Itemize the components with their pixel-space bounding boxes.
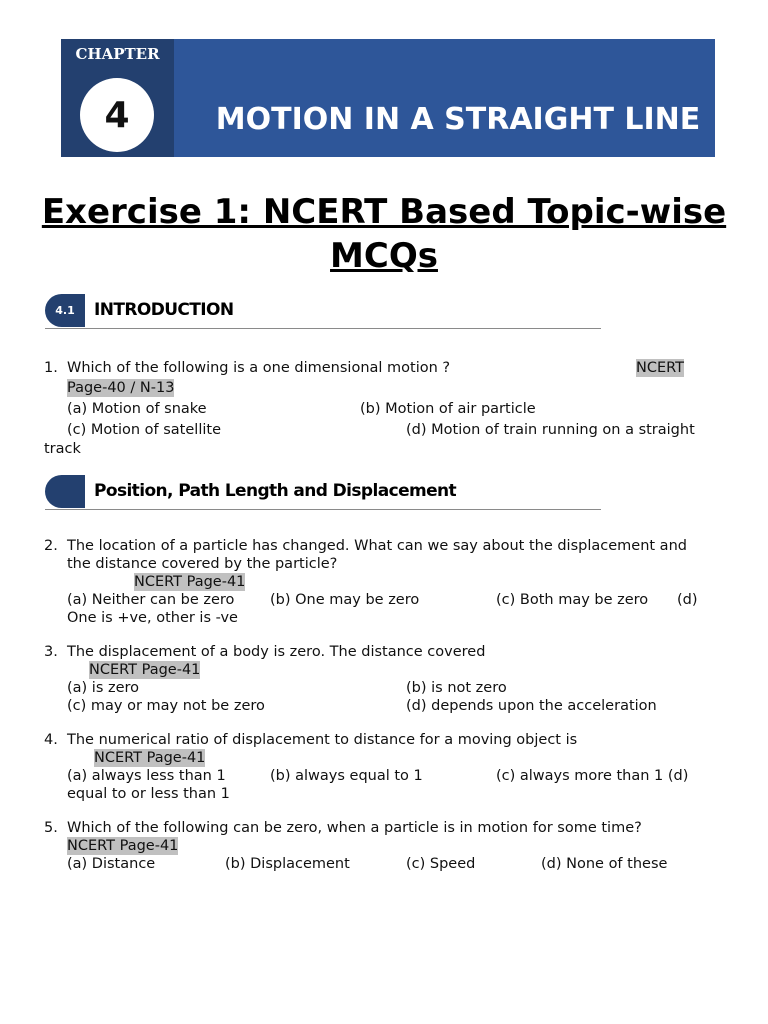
question-number: 2. xyxy=(44,538,58,554)
option-a: (a) Neither can be zero xyxy=(67,592,235,608)
question-number: 5. xyxy=(44,820,58,836)
section-title: Position, Path Length and Displacement xyxy=(94,481,457,501)
option-wrap-text: track xyxy=(44,441,81,457)
option-c: (c) may or may not be zero xyxy=(67,698,265,714)
section-header-position xyxy=(45,475,601,510)
ncert-reference: NCERT Page-41 xyxy=(134,574,246,590)
question-number: 3. xyxy=(44,644,58,660)
option-c: (c) Speed xyxy=(406,856,476,872)
option-d: (d) xyxy=(677,592,698,608)
option-b: (b) always equal to 1 xyxy=(270,768,423,784)
option-b: (b) Motion of air particle xyxy=(360,401,536,417)
option-wrap-text: One is +ve, other is -ve xyxy=(67,610,238,626)
ncert-reference: NCERT Page-41 xyxy=(67,838,179,854)
option-b: (b) One may be zero xyxy=(270,592,420,608)
chapter-number: 4 xyxy=(80,78,154,152)
option-d: (d) depends upon the acceleration xyxy=(406,698,657,714)
chapter-title: MOTION IN A STRAIGHT LINE xyxy=(215,102,701,137)
option-a: (a) is zero xyxy=(67,680,140,696)
chapter-badge xyxy=(61,39,174,157)
option-c: (c) Both may be zero xyxy=(496,592,649,608)
exercise-title: Exercise 1: NCERT Based Topic-wise MCQs xyxy=(41,192,727,276)
option-d: (d) None of these xyxy=(541,856,668,872)
option-c: (c) Motion of satellite xyxy=(67,422,221,438)
option-a: (a) Motion of snake xyxy=(67,401,207,417)
question-text: The numerical ratio of displacement to distance for a moving object is xyxy=(67,732,578,748)
ncert-reference: NCERT Page-41 xyxy=(89,662,201,678)
option-a: (a) Distance xyxy=(67,856,156,872)
ncert-reference: NCERT xyxy=(636,360,685,376)
question-text: The location of a particle has changed. What can we say about the displacement and xyxy=(67,538,687,554)
option-b: (b) is not zero xyxy=(406,680,507,696)
option-b: (b) Displacement xyxy=(225,856,350,872)
section-number-badge: 4.1 xyxy=(45,294,85,327)
question-text: Which of the following can be zero, when a particle is in motion for some time? xyxy=(67,820,642,836)
section-header-introduction xyxy=(45,294,601,329)
question-number: 4. xyxy=(44,732,58,748)
option-wrap-text: equal to or less than 1 xyxy=(67,786,230,802)
question-text: Which of the following is a one dimensional motion ? xyxy=(67,360,451,376)
question-number: 1. xyxy=(44,360,58,376)
option-d: (d) Motion of train running on a straight xyxy=(406,422,695,438)
option-c: (c) always more than 1 (d) xyxy=(496,768,689,784)
chapter-banner xyxy=(61,39,715,157)
question-text: the distance covered by the particle? xyxy=(67,556,338,572)
section-number-badge xyxy=(45,475,85,508)
ncert-reference: Page-40 / N-13 xyxy=(67,380,175,396)
chapter-label: CHAPTER xyxy=(75,45,160,63)
ncert-reference: NCERT Page-41 xyxy=(94,750,206,766)
section-title: INTRODUCTION xyxy=(94,300,234,320)
option-a: (a) always less than 1 xyxy=(67,768,226,784)
question-text: The displacement of a body is zero. The distance covered xyxy=(67,644,486,660)
